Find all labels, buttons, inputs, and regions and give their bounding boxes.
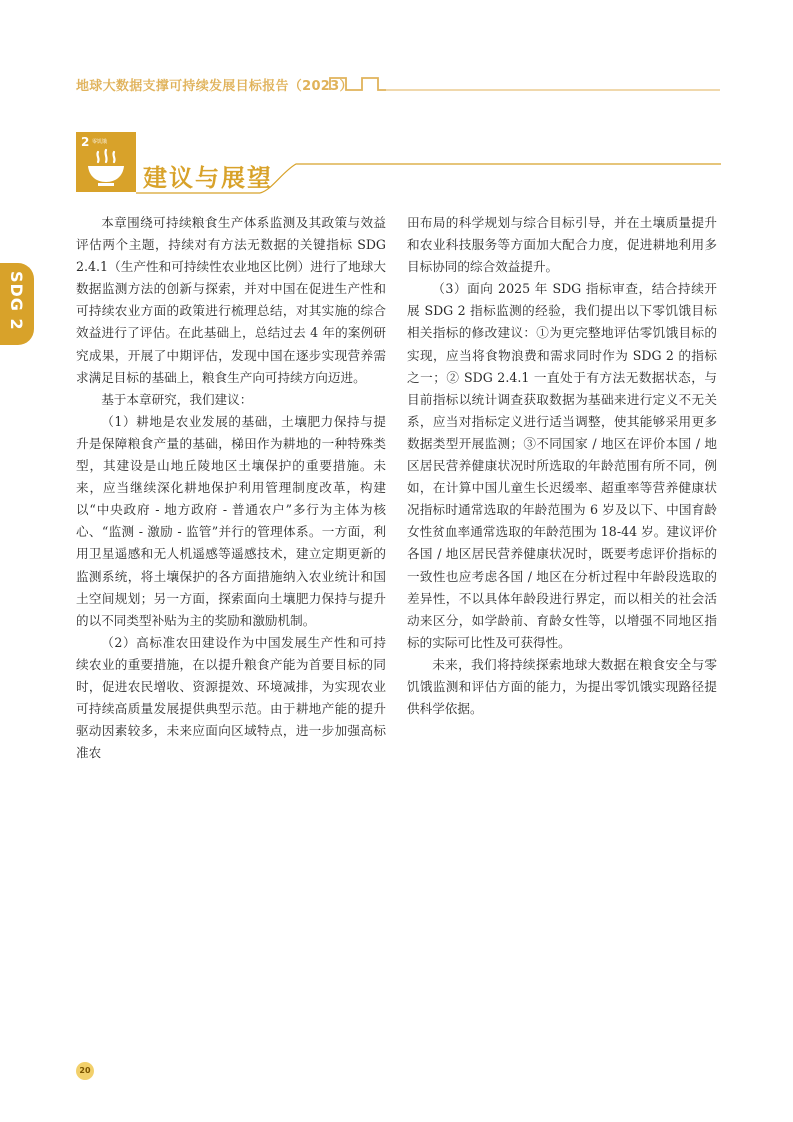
- sdg-badge-number: 2: [81, 135, 90, 149]
- paragraph-recommendation-intro: 基于本章研究，我们建议：: [101, 391, 253, 407]
- sdg-side-tab-label: SDG 2: [7, 271, 26, 331]
- sdg2-badge: [76, 132, 136, 192]
- paragraph-recommendation-2-continued: 田布局的科学规划与综合目标引导，并在土壤质量提升和农业科技服务等方面加大配合力度，促进耕地利用多目标协同的综合效益提升。: [407, 215, 717, 275]
- sdg-side-tab: [0, 263, 34, 345]
- left-column: [76, 212, 386, 764]
- paragraph-recommendation-2: （2）高标准农田建设作为中国发展生产性和可持续农业的重要措施，在以提升粮食产能为首要目标的同时，促进农民增收、资源提效、环境减排，为实现农业可持续高质量发展提供典型示范。由于耕地产能的提升驱动因素较多，未来应面向区域特点，进一步加强高标准农: [76, 634, 386, 761]
- steaming-bowl-icon: [86, 148, 126, 188]
- paragraph-recommendation-1: （1）耕地是农业发展的基础，土壤肥力保持与提升是保障粮食产量的基础，梯田作为耕地的一种特殊类型，其建设是山地丘陵地区土壤保护的重要措施。未来，应当继续深化耕地保护利用管理制度改革，构建以“中央政府 - 地方政府 - 普通农户”多行为主体为核心、“监测 - 激励 - 监管”并行的管理体系。一方面，利用卫星遥感和无人机遥感等遥感技术，建立定期更新的监测系统，将土壤保护的各方面措施纳入农业统计和国土空间规划；另一方面，探索面向土壤肥力保持与提升的以不同类型补贴为主的奖励和激励机制。: [76, 413, 386, 628]
- paragraph-recommendation-3: （3）面向 2025 年 SDG 指标审查，结合持续开展 SDG 2 指标监测的经验，我们提出以下零饥饿目标相关指标的修改建议：①为更完整地评估零饥饿目标的实现，应当将食物浪费和需求同时作为 SDG 2 的指标之一；② SDG 2.4.1 一直处于有方法无数据状态，与目前指标以统计调查获取数据为基础来进行定义不无关系，应当对指标定义进行适当调整，使其能够采用更多数据类型开展监测；③不同国家 / 地区在评价本国 / 地区居民营养健康状况时所选取的年龄范围有所不同，例如，在计算中国儿童生长迟缓率、超重率等营养健康状况指标时通常选取的年龄范围为 6 岁及以下、中国育龄女性贫血率通常选取的年龄范围为 18-44 岁。建议评价各国 / 地区居民营养健康状况时，既要考虑评价指标的一致性也应考虑各国 / 地区在分析过程中年龄段选取的差异性，不以具体年龄段进行界定，而以相关的社会活动来区分，如学龄前、育龄女性等，以增强不同地区指标的实际可比性及可获得性。: [407, 281, 717, 650]
- right-column: [407, 212, 717, 720]
- header-decoration: [0, 0, 793, 120]
- section-title: 建议与展望: [143, 164, 273, 192]
- page-number: 20: [76, 1062, 94, 1080]
- sdg-badge-label: 零饥饿: [92, 139, 108, 145]
- running-header-title: 地球大数据支撑可持续发展目标报告（2023）: [76, 79, 353, 94]
- paragraph-outlook: 未来，我们将持续探索地球大数据在粮食安全与零饥饿监测和评估方面的能力，为提出零饥饿实现路径提供科学依据。: [407, 656, 717, 717]
- paragraph-chapter-summary: 本章围绕可持续粮食生产体系监测及其政策与效益评估两个主题，持续对有方法无数据的关键指标 SDG 2.4.1（生产性和可持续性农业地区比例）进行了地球大数据监测方法的创新与探索，并对中国在促进生产性和可持续农业方面的政策进行梳理总结，对其实施的综合效益进行了评估。在此基础上，总结过去 4 年的案例研究成果，开展了中期评估，发现中国在逐步实现营养需求满足目标的基础上，粮食生产向可持续方向迈进。: [76, 215, 386, 385]
